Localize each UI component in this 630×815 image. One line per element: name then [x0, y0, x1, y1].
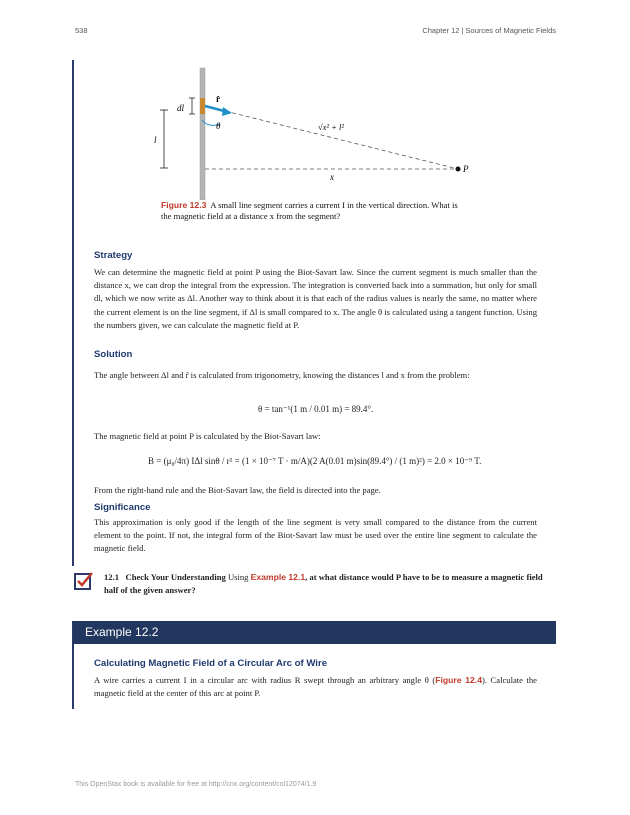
solution-heading: Solution: [94, 349, 133, 360]
theta-label: θ: [216, 121, 221, 131]
figure-caption-text: A small line segment carries a current I in the vertical direction. What is the magnetic field at a distance x from the segment?: [161, 200, 458, 221]
wire-segment: [200, 68, 205, 200]
figure-label: Figure 12.3: [161, 200, 207, 210]
figure-12-4-link[interactable]: Figure 12.4: [435, 675, 482, 685]
strategy-heading: Strategy: [94, 250, 133, 261]
example-sidebar-bar: [72, 60, 74, 566]
significance-text: This approximation is only good if the length of the line segment is very small compared to the distance from the current element to the point. If not, the integral form of the Biot-Savart law must be used over the entire line segment to calculate the magnetic field.: [94, 517, 537, 554]
cyu-pre: Using: [227, 572, 249, 582]
example-12-1-link[interactable]: Example 12.1: [250, 572, 306, 582]
chapter-title: Chapter 12 | Sources of Magnetic Fields: [422, 26, 556, 35]
page-footer: This OpenStax book is available for free at http://cnx.org/content/col12074/1.9: [75, 781, 317, 788]
example-banner: [73, 621, 556, 644]
equation-biot-savart: B = (μ₀/4π) IΔl sinθ / r² = (1 × 10⁻⁷ T · m/A)(2 A(0.01 m)sin(89.4°) / (1 m)²) = 2.0 × 10⁻⁹ T.: [148, 456, 482, 466]
hypotenuse-line: [205, 106, 458, 169]
page-number: 538: [75, 26, 88, 35]
example-heading: Calculating Magnetic Field of a Circular Arc of Wire: [94, 658, 328, 669]
cyu-post: , at what distance would P have to be to measure a magnetic field half of the given answer?: [104, 572, 543, 595]
current-element: [200, 98, 205, 114]
solution-text-1: The angle between Δl and r̂ is calculated from trigonometry, knowing the distances l and x from the problem:: [94, 370, 470, 380]
p-label: P: [463, 164, 469, 174]
figure-caption: [161, 200, 461, 222]
checkmark-icon: [74, 571, 94, 591]
dl-label: dl: [177, 103, 185, 113]
solution-text-2: The magnetic field at point P is calculated by the Biot-Savart law:: [94, 431, 321, 441]
point-p: [456, 167, 461, 172]
example-text-post: ). Calculate the magnetic field at the center of this arc at point P.: [94, 675, 537, 699]
r-hat-arrowhead: [222, 107, 232, 116]
significance-heading: Significance: [94, 502, 151, 513]
equation-theta: θ = tan⁻¹(1 m / 0.01 m) = 89.4°.: [258, 404, 374, 414]
strategy-text: We can determine the magnetic field at point P using the Biot-Savart law. Since the current segment is much smaller than the distance x, we can drop the integral from the expression. The integration is converted back into a summation, but only for small dl, which we now write as Δl. Another way to think about it is that each of the radius values is nearly the same, no matter where the current element is on the line segment, if Δl is small compared to x. The angle θ is calculated using a tangent function. Using the numbers given, we can calculate the magnetic field at P.: [94, 267, 537, 330]
example-text-pre: A wire carries a current I in a circular arc with radius R swept through an arbitrary angle θ (: [94, 675, 436, 685]
check-your-understanding: [104, 571, 549, 596]
solution-text-3: From the right-hand rule and the Biot-Savart law, the field is directed into the page.: [94, 485, 381, 495]
figure-diagram: [150, 60, 490, 200]
example-text: [94, 674, 537, 700]
example-banner-title: Example 12.2: [85, 625, 159, 639]
rhat-label: r̂: [216, 94, 220, 104]
cyu-number: 12.1: [104, 572, 120, 582]
l-label: l: [154, 135, 157, 145]
x-label: x: [330, 172, 334, 182]
cyu-title: Check Your Understanding: [125, 572, 226, 582]
hyp-label: √x² + l²: [318, 122, 344, 132]
